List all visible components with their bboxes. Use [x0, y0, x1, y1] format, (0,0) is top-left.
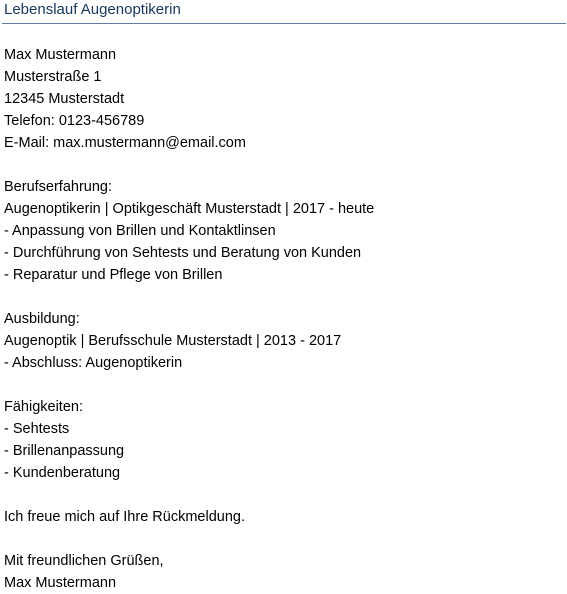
- education-heading: Ausbildung:: [4, 311, 80, 327]
- list-item: - Kundenberatung: [4, 465, 121, 481]
- signoff-block: [4, 550, 564, 594]
- contact-city: 12345 Musterstadt: [4, 91, 125, 107]
- list-item: - Durchführung von Sehtests und Beratung von Kunden: [4, 245, 362, 261]
- contact-street: Musterstraße 1: [4, 69, 102, 85]
- document-body: [4, 44, 564, 594]
- contact-phone: Telefon: 0123-456789: [4, 113, 145, 129]
- list-item: - Sehtests: [4, 421, 70, 437]
- spacer: [4, 528, 564, 550]
- experience-heading: Berufserfahrung:: [4, 179, 113, 195]
- list-item: - Brillenanpassung: [4, 443, 125, 459]
- spacer: [4, 286, 564, 308]
- list-item: - Abschluss: Augenoptikerin: [4, 355, 183, 371]
- closing-sentence: Ich freue mich auf Ihre Rückmeldung.: [4, 509, 245, 525]
- experience-position: Augenoptikerin | Optikgeschäft Musterstadt | 2017 - heute: [4, 201, 375, 217]
- spacer: [4, 484, 564, 506]
- signoff-greeting: Mit freundlichen Grüßen,: [4, 553, 164, 569]
- education-position: Augenoptik | Berufsschule Musterstadt | 2013 - 2017: [4, 333, 342, 349]
- experience-section: [4, 176, 564, 286]
- skills-section: [4, 396, 564, 484]
- list-item: - Anpassung von Brillen und Kontaktlinsen: [4, 223, 276, 239]
- list-item: - Reparatur und Pflege von Brillen: [4, 267, 223, 283]
- education-section: [4, 308, 564, 374]
- document-title: Lebenslauf Augenoptikerin: [4, 1, 181, 18]
- spacer: [4, 154, 564, 176]
- contact-name: Max Mustermann: [4, 47, 117, 63]
- contact-email: E-Mail: max.mustermann@email.com: [4, 135, 246, 151]
- skills-heading: Fähigkeiten:: [4, 399, 83, 415]
- title-divider: [2, 23, 566, 24]
- spacer: [4, 374, 564, 396]
- signoff-name: Max Mustermann: [4, 575, 117, 591]
- contact-block: [4, 44, 564, 154]
